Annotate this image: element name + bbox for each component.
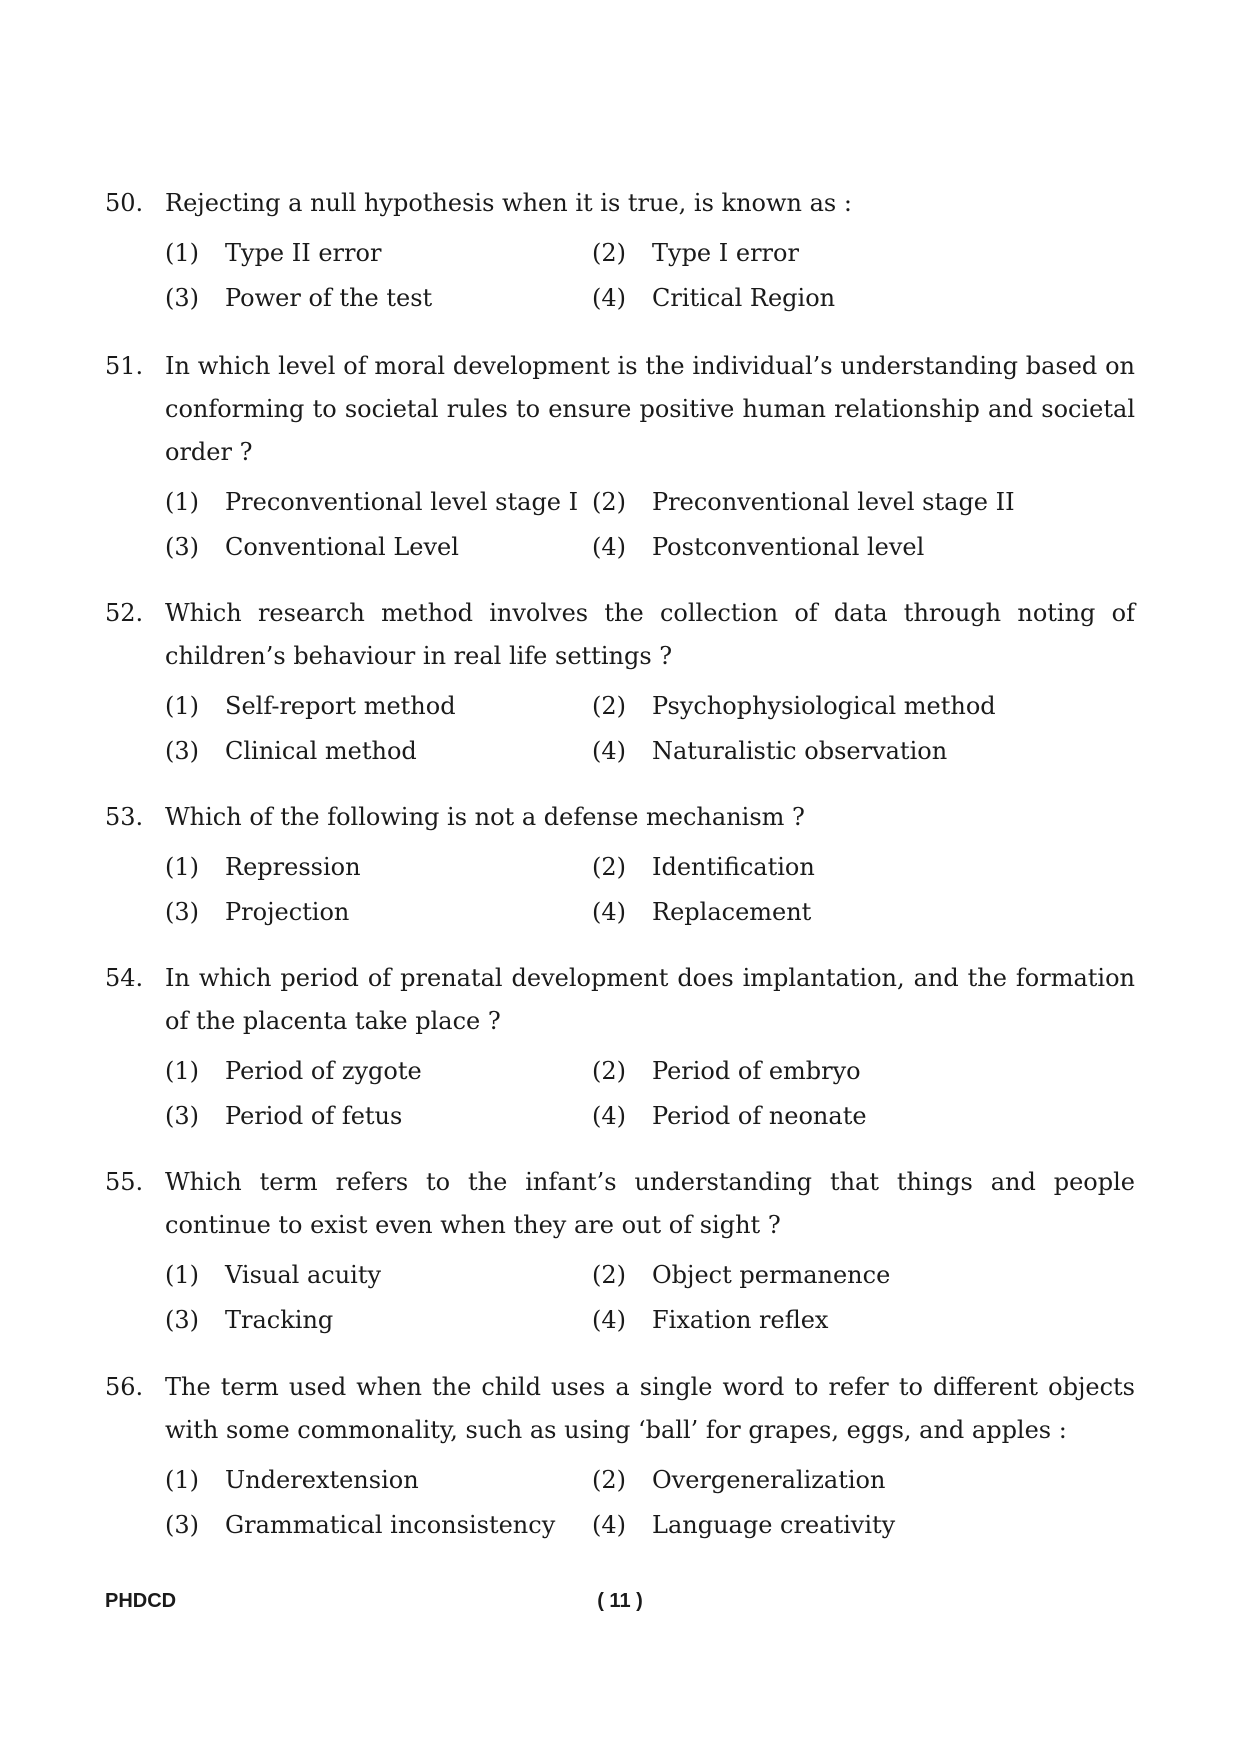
option-number: (3) bbox=[165, 533, 199, 561]
option-2 bbox=[592, 684, 1092, 729]
question-number: 54. bbox=[105, 964, 144, 992]
page-number: ( 11 ) bbox=[597, 1590, 643, 1612]
option-3 bbox=[165, 1503, 592, 1548]
option-2 bbox=[592, 1049, 1092, 1094]
option-number: (2) bbox=[592, 239, 626, 267]
option-number: (3) bbox=[165, 1102, 199, 1130]
option-text: Self-report method bbox=[225, 692, 456, 720]
options-list bbox=[165, 684, 1135, 774]
option-2 bbox=[592, 1458, 1092, 1503]
options-list bbox=[165, 480, 1135, 570]
option-text: Power of the test bbox=[225, 284, 433, 312]
option-number: (2) bbox=[592, 1261, 626, 1289]
option-text: Preconventional level stage II bbox=[652, 488, 1015, 516]
option-text: Naturalistic observation bbox=[652, 737, 948, 765]
paper-code: PHDCD bbox=[105, 1590, 177, 1612]
question-text: Rejecting a null hypothesis when it is true, is known as : bbox=[165, 189, 852, 217]
option-2 bbox=[592, 1253, 1092, 1298]
option-number: (1) bbox=[165, 1466, 199, 1494]
option-4 bbox=[592, 1094, 1092, 1139]
option-number: (2) bbox=[592, 488, 626, 516]
option-4 bbox=[592, 1298, 1092, 1343]
option-number: (4) bbox=[592, 1306, 626, 1334]
question-stem bbox=[105, 345, 1135, 474]
option-text: Visual acuity bbox=[225, 1261, 382, 1289]
option-number: (4) bbox=[592, 284, 626, 312]
option-1 bbox=[165, 1049, 592, 1094]
question-number: 51. bbox=[105, 352, 144, 380]
option-3 bbox=[165, 890, 592, 935]
option-text: Repression bbox=[225, 853, 361, 881]
option-2 bbox=[592, 480, 1092, 525]
option-number: (1) bbox=[165, 692, 199, 720]
option-1 bbox=[165, 1458, 592, 1503]
question-53 bbox=[105, 796, 1135, 935]
option-text: Grammatical inconsistency bbox=[225, 1511, 556, 1539]
option-2 bbox=[592, 231, 1092, 276]
option-1 bbox=[165, 845, 592, 890]
option-4 bbox=[592, 276, 1092, 321]
option-number: (1) bbox=[165, 488, 199, 516]
option-text: Fixation reflex bbox=[652, 1306, 829, 1334]
option-number: (2) bbox=[592, 1466, 626, 1494]
option-text: Period of embryo bbox=[652, 1057, 861, 1085]
option-text: Period of zygote bbox=[225, 1057, 422, 1085]
option-text: Postconventional level bbox=[652, 533, 925, 561]
option-number: (4) bbox=[592, 737, 626, 765]
option-text: Identification bbox=[652, 853, 815, 881]
option-1 bbox=[165, 231, 592, 276]
option-2 bbox=[592, 845, 1092, 890]
option-text: Period of fetus bbox=[225, 1102, 403, 1130]
question-number: 50. bbox=[105, 189, 144, 217]
question-55 bbox=[105, 1161, 1135, 1343]
option-number: (4) bbox=[592, 533, 626, 561]
option-4 bbox=[592, 729, 1092, 774]
option-number: (4) bbox=[592, 1102, 626, 1130]
option-number: (4) bbox=[592, 898, 626, 926]
option-text: Overgeneralization bbox=[652, 1466, 886, 1494]
options-list bbox=[165, 231, 1135, 321]
option-number: (4) bbox=[592, 1511, 626, 1539]
option-1 bbox=[165, 480, 592, 525]
options-list bbox=[165, 1049, 1135, 1139]
option-text: Clinical method bbox=[225, 737, 417, 765]
option-3 bbox=[165, 1094, 592, 1139]
option-number: (2) bbox=[592, 853, 626, 881]
option-text: Underextension bbox=[225, 1466, 419, 1494]
option-text: Critical Region bbox=[652, 284, 836, 312]
question-51 bbox=[105, 345, 1135, 570]
question-52 bbox=[105, 592, 1135, 774]
option-number: (1) bbox=[165, 1261, 199, 1289]
option-text: Period of neonate bbox=[652, 1102, 867, 1130]
option-number: (2) bbox=[592, 692, 626, 720]
option-text: Tracking bbox=[225, 1306, 334, 1334]
option-number: (3) bbox=[165, 284, 199, 312]
option-text: Replacement bbox=[652, 898, 812, 926]
option-1 bbox=[165, 1253, 592, 1298]
question-56 bbox=[105, 1366, 1135, 1548]
option-text: Projection bbox=[225, 898, 350, 926]
option-4 bbox=[592, 1503, 1092, 1548]
option-text: Type II error bbox=[225, 239, 382, 267]
question-stem bbox=[105, 592, 1135, 678]
option-text: Language creativity bbox=[652, 1511, 896, 1539]
option-3 bbox=[165, 729, 592, 774]
question-number: 56. bbox=[105, 1373, 144, 1401]
option-text: Conventional Level bbox=[225, 533, 459, 561]
question-stem bbox=[105, 1161, 1135, 1247]
question-number: 55. bbox=[105, 1168, 144, 1196]
option-4 bbox=[592, 890, 1092, 935]
question-text: In which period of prenatal development does implantation, and the formation of the placenta take place ? bbox=[165, 964, 1135, 1035]
option-number: (1) bbox=[165, 1057, 199, 1085]
options-list bbox=[165, 1253, 1135, 1343]
options-list bbox=[165, 845, 1135, 935]
option-number: (1) bbox=[165, 853, 199, 881]
question-stem bbox=[105, 1366, 1135, 1452]
option-number: (3) bbox=[165, 1511, 199, 1539]
option-3 bbox=[165, 525, 592, 570]
option-4 bbox=[592, 525, 1092, 570]
option-number: (1) bbox=[165, 239, 199, 267]
option-number: (3) bbox=[165, 1306, 199, 1334]
question-number: 52. bbox=[105, 599, 144, 627]
option-3 bbox=[165, 1298, 592, 1343]
question-stem bbox=[105, 182, 1135, 225]
option-text: Type I error bbox=[652, 239, 799, 267]
option-text: Object permanence bbox=[652, 1261, 891, 1289]
question-text: Which of the following is not a defense mechanism ? bbox=[165, 803, 805, 831]
question-stem bbox=[105, 957, 1135, 1043]
option-text: Psychophysiological method bbox=[652, 692, 996, 720]
question-text: The term used when the child uses a single word to refer to different objects with some commonality, such as using ‘ball’ for grapes, eggs, and apples : bbox=[165, 1373, 1135, 1444]
question-stem bbox=[105, 796, 1135, 839]
question-text: Which research method involves the collection of data through noting of children’s behaviour in real life settings ? bbox=[165, 599, 1135, 670]
option-number: (3) bbox=[165, 737, 199, 765]
options-list bbox=[165, 1458, 1135, 1548]
option-number: (3) bbox=[165, 898, 199, 926]
question-text: Which term refers to the infant’s understanding that things and people continue to exist even when they are out of sight ? bbox=[165, 1168, 1135, 1239]
option-3 bbox=[165, 276, 592, 321]
question-number: 53. bbox=[105, 803, 144, 831]
question-text: In which level of moral development is the individual’s understanding based on conforming to societal rules to ensure positive human relationship and societal order ? bbox=[165, 352, 1135, 466]
option-text: Preconventional level stage I bbox=[225, 488, 579, 516]
option-1 bbox=[165, 684, 592, 729]
option-number: (2) bbox=[592, 1057, 626, 1085]
question-50 bbox=[105, 182, 1135, 321]
question-54 bbox=[105, 957, 1135, 1139]
